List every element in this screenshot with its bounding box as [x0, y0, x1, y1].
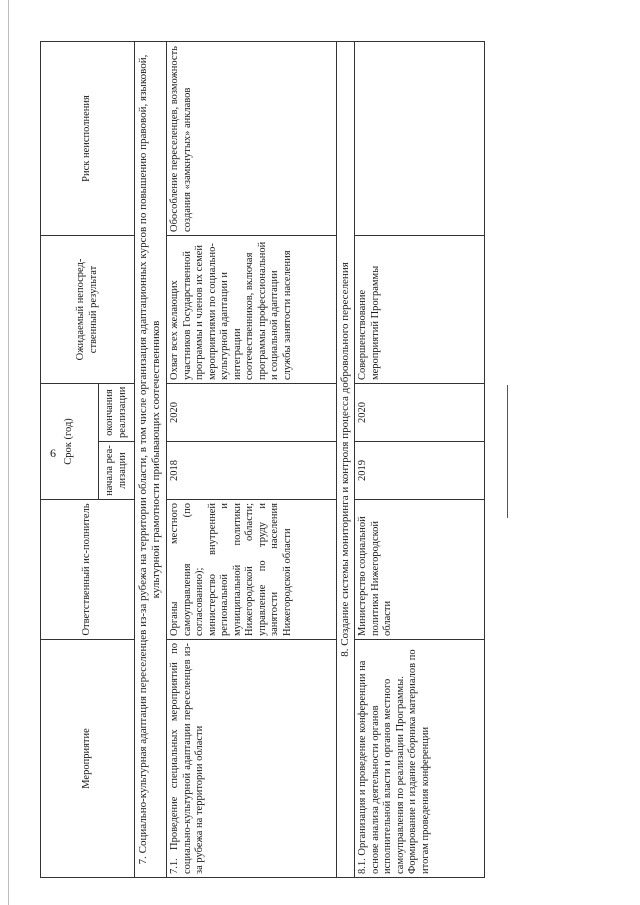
- section-title: 7. Социально-культурная адаптация переселенцев из-за рубежа на территории области, в том числе организация адаптационных курсов по повышению правовой, языковой, культурной грамотности прибывающих соотечественников: [135, 42, 167, 878]
- cell-end: 2020: [355, 384, 485, 442]
- section-title: 8. Создание системы мониторинга и контроля процесса добровольного переселения: [337, 42, 355, 878]
- header-start: начала реа-лизации: [99, 442, 135, 500]
- signature-line: [507, 385, 508, 518]
- cell-executor: Министерство социальной политики Нижегородской области: [355, 500, 485, 640]
- rotated-table-wrapper: [40, 42, 500, 878]
- cell-result: Охват всех желающих участников Государственной программы и членов их семей мероприятиями по социально-культурной адаптации и интеграции соотечественников, включая программы профессиональной и социальной адаптации службы занятости населения: [167, 236, 337, 384]
- cell-start: 2019: [355, 442, 485, 500]
- cell-end: 2020: [167, 384, 337, 442]
- scan-edge-line: [8, 0, 9, 905]
- cell-risk: Обособление переселенцев, возможность создания «замкнутых» анклавов: [167, 42, 337, 236]
- program-activities-table: [40, 41, 485, 878]
- header-result: Ожидаемый непосред-ственный результат: [41, 236, 135, 384]
- header-activity: Мероприятие: [41, 640, 135, 878]
- table-row: [167, 42, 337, 878]
- cell-result: Совершенствование мероприятий Программы: [355, 236, 485, 384]
- page-number: 6: [50, 446, 56, 460]
- header-risk: Риск неисполнения: [41, 42, 135, 236]
- header-executor: Ответственный ис-полнитель: [41, 500, 135, 640]
- cell-activity: 7.1. Проведение специальных мероприятий по социально-культурной адаптации переселенцев из-за рубежа на территории области: [167, 640, 337, 878]
- cell-risk: [355, 42, 485, 236]
- header-term: Срок (год): [41, 384, 99, 500]
- header-end: окончания реализации: [99, 384, 135, 442]
- table-row: [355, 42, 485, 878]
- cell-executor: Органы местного самоуправления (по согласованию); министерство внутренней региональной и муниципальной политики Нижегородской области; управление по труду и занятости населения Нижегородской области: [167, 500, 337, 640]
- cell-start: 2018: [167, 442, 337, 500]
- cell-activity: 8.1. Организация и проведение конференции на основе анализа деятельности органов исполнительной власти и органов местного самоуправления по реализации Программы. Формирование и издание сборника материалов по итогам проведения конференции: [355, 640, 485, 878]
